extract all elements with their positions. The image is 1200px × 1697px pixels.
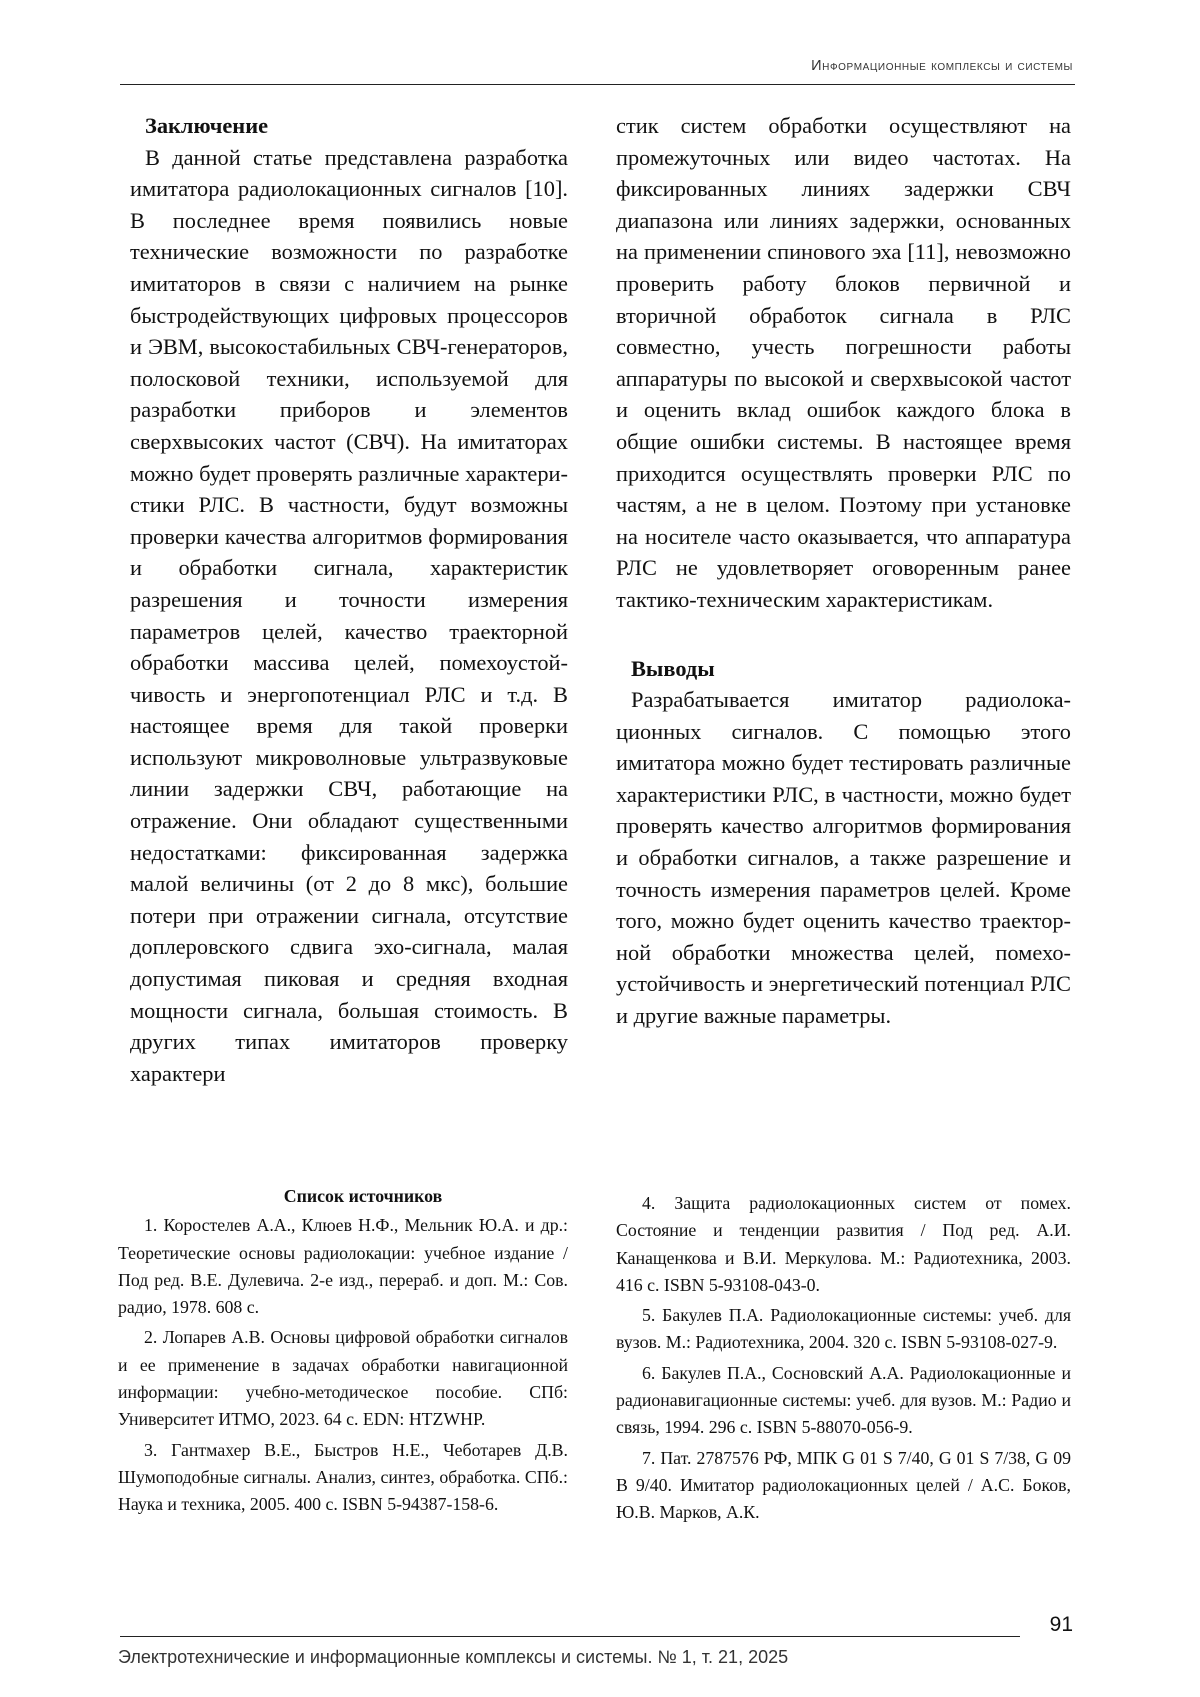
reference-item: 3. Гантмахер В.Е., Быстров Н.Е., Чеботарев Д.В. Шумоподобные сигналы. Анализ, синтез, обработка. СПб.: Наука и техника, 2005. 400 с. ISBN 5-94387-158-6. xyxy=(118,1439,568,1515)
footer-rule xyxy=(120,1636,1020,1637)
conclusion-continuation: стик систем обработки осуществляют на промежуточных или видео частотах. На фиксированных линиях задержки СВЧ диапазона или линиях задержки, основанных на применении спинового эха [11], невозможно проверить работу блоков первичной и вторичной обработок сигнала в РЛС совместно, учесть погрешности работы аппаратуры по высокой и сверхвысокой частот и оценить вклад ошибок каждого блока в общие ошибки системы. В настоящее время приходится осуществлять проверки РЛС по частям, а не в целом. Поэтому при установке на носителе часто оказывается, что аппаратура РЛС не удовлетворяет оговоренным ранее тактико-техническим характеристикам. xyxy=(616,113,1071,612)
findings-heading: Выводы xyxy=(631,655,715,681)
reference-item: 6. Бакулев П.А., Сосновский А.А. Радиолокационные и радионавигационные системы: учеб. для вузов. М.: Радио и связь, 1994. 296 с. ISBN 5-88070-056-9. xyxy=(616,1362,1071,1438)
reference-item: 2. Лопарев А.В. Основы цифровой обработки сигналов и ее применение в задачах обработки навигационной информации: учебно-методическое пособие. СПб: Университет ИТМО, 2023. 64 с. EDN: HTZWHP. xyxy=(118,1327,568,1430)
findings-paragraph: Разрабатывается имитатор радиолокационных сигналов. С помощью этого имитатора можно будет тестировать различные характеристики РЛС, в частности, можно будет проверять качество алгоритмов формирования и обработки сигналов, а также разрешение и точность измерения параметров целей. Кроме того, можно будет оценить качество траекторной обработки множества целей, помехоустойчивость и энергетический потенциал РЛС и другие важные параметры. xyxy=(616,687,1071,1029)
right-column xyxy=(616,110,1071,1032)
reference-item: 5. Бакулев П.А. Радиолокационные системы: учеб. для вузов. М.: Радиотехника, 2004. 320 с. ISBN 5-93108-027-9. xyxy=(616,1305,1071,1353)
conclusion-heading: Заключение xyxy=(145,113,269,138)
reference-item: 1. Коростелев А.А., Клюев Н.Ф., Мельник Ю.А. и др.: Теоретические основы радиолокации: учебное издание / Под ред. В.Е. Дулевича. 2-е изд., перераб. и доп. М.: Сов. радио, 1978. 608 с. xyxy=(118,1215,568,1318)
journal-footer: Электротехнические и информационные комплексы и системы. № 1, т. 21, 2025 xyxy=(118,1647,789,1667)
page-number: 91 xyxy=(1049,1613,1073,1636)
left-column xyxy=(130,110,568,1089)
references-title: Список источников xyxy=(283,1186,443,1206)
header-rule xyxy=(120,84,1075,85)
reference-item: 4. Защита радиолокационных систем от помех. Состояние и тенденции развития / Под ред. А.И. Канащенкова и В.И. Меркулова. М.: Радиотехника, 2003. 416 с. ISBN 5-93108-043-0. xyxy=(616,1193,1071,1295)
reference-item: 7. Пат. 2787576 РФ, МПК G 01 S 7/40, G 01 S 7/38, G 09 B 9/40. Имитатор радиолокационных целей / А.С. Боков, Ю.В. Марков, А.К. xyxy=(616,1447,1071,1523)
running-head: Информационные комплексы и системы xyxy=(811,58,1073,74)
conclusion-paragraph: В данной статье представлена разработка имитатора радиолокационных сигналов [10]. В последнее время появились новые технические возможности по разработке имитаторов в связи с наличием на рынке быстродействующих цифровых процессоров и ЭВМ, высокостабильных СВЧ-генераторов, полосковой техники, используемой для разработки приборов и элементов сверхвысоких частот (СВЧ). На имитаторах можно будет проверять различные характеристики РЛС. В частности, будут возможны проверки качества алгоритмов формирования и обработки сигнала, характеристик разрешения и точности измерения параметров целей, качество траекторной обработки массива целей, помехоустойчивость и энергопотенциал РЛС и т.д. В настоящее время для такой проверки используют микроволновые ультразвуковые линии задержки СВЧ, работающие на отражение. Они обладают существенными недостатками: фиксированная задержка малой величины (от 2 до 8 мкс), большие потери при отражении сигнала, отсутствие доплеровского сдвига эхо-сигнала, малая допустимая пиковая и средняя входная мощности сигнала, большая стоимость. В других типах имитаторов проверку характери xyxy=(130,144,568,1086)
references-right-column xyxy=(616,1190,1071,1530)
references-left-column xyxy=(118,1186,568,1522)
